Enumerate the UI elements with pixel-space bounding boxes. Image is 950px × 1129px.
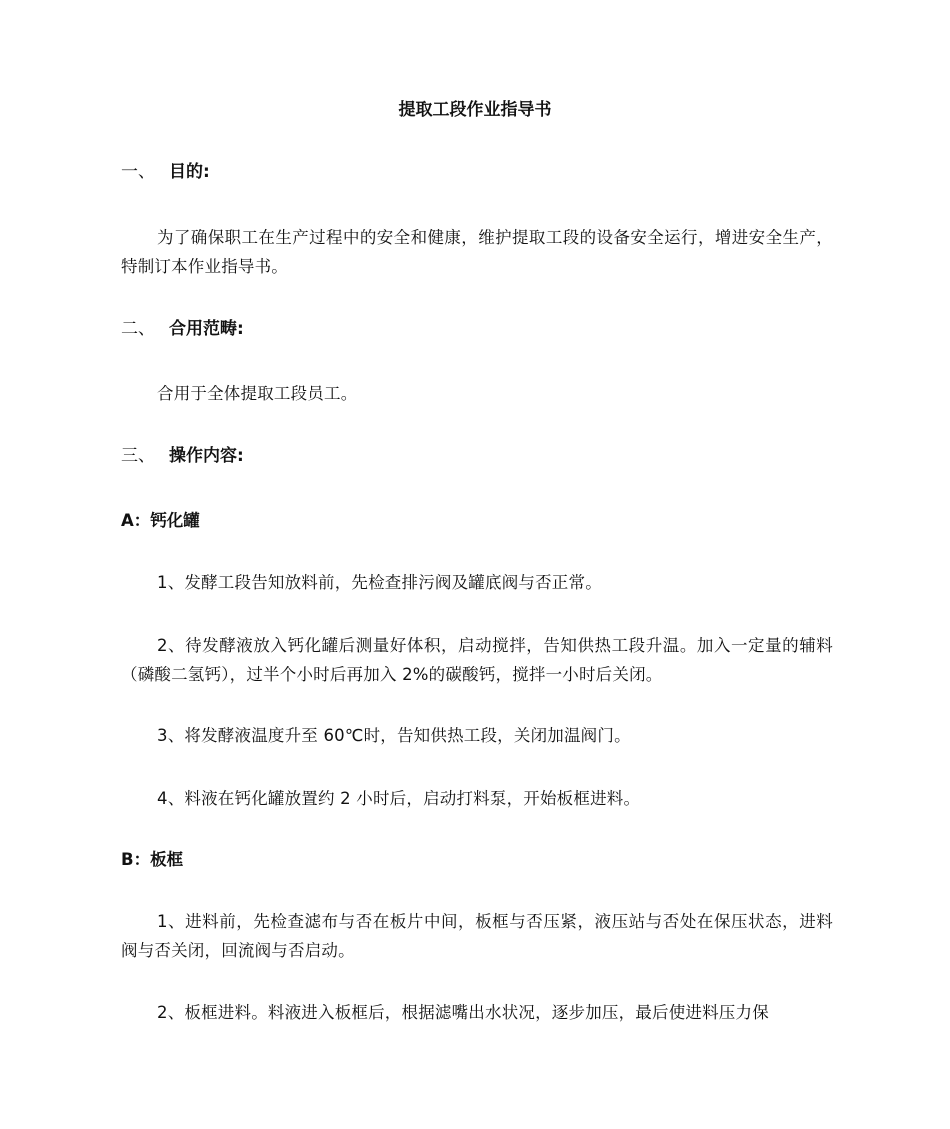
paragraph-purpose: 为了确保职工在生产过程中的安全和健康，维护提取工段的设备安全运行，增进安全生产，特制订本作业指导书。	[121, 228, 833, 276]
section-number: 一、	[121, 162, 155, 182]
paragraph-scope: 合用于全体提取工段员工。	[157, 384, 358, 403]
section-title: 合用范畴:	[169, 319, 244, 339]
subsection-heading-b: B：板框	[121, 850, 184, 869]
document-title: 提取工段作业指导书	[398, 100, 552, 120]
section-number: 三、	[121, 446, 155, 466]
section-title: 目的:	[169, 162, 210, 182]
section-heading-purpose	[121, 160, 210, 184]
paragraph-a3: 3、将发酵液温度升至 60℃时，告知供热工段，关闭加温阀门。	[157, 726, 631, 745]
section-heading-scope	[121, 317, 244, 341]
paragraph-a1: 1、发酵工段告知放料前，先检查排污阀及罐底阀与否正常。	[157, 573, 602, 592]
section-title: 操作内容:	[169, 446, 244, 466]
paragraph-b1: 1、进料前，先检查滤布与否在板片中间，板框与否压紧，液压站与否处在保压状态，进料阀与否关闭，回流阀与否启动。	[121, 912, 833, 960]
section-number: 二、	[121, 319, 155, 339]
section-heading-operation	[121, 444, 244, 468]
paragraph-b2: 2、板框进料。料液进入板框后，根据滤嘴出水状况，逐步加压，最后使进料压力保	[157, 1003, 769, 1022]
paragraph-a2: 2、待发酵液放入钙化罐后测量好体积，启动搅拌，告知供热工段升温。加入一定量的辅料（磷酸二氢钙），过半个小时后再加入 2%的碳酸钙，搅拌一小时后关闭。	[121, 636, 833, 684]
paragraph-a4: 4、料液在钙化罐放置约 2 小时后，启动打料泵，开始板框进料。	[157, 789, 641, 808]
subsection-heading-a: A：钙化罐	[121, 511, 200, 530]
